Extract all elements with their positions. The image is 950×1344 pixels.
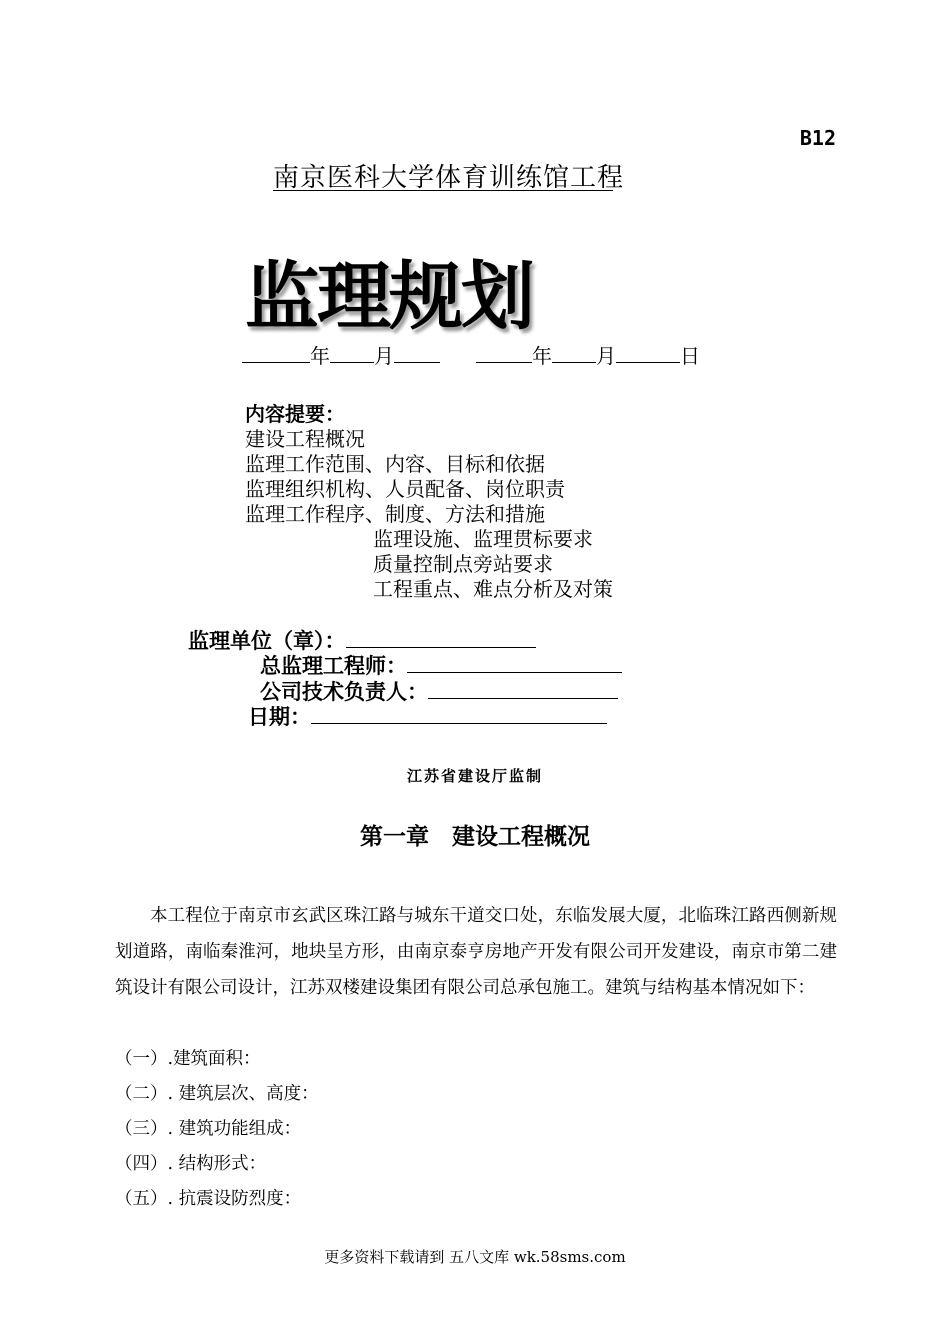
date-day-label: 日 xyxy=(680,344,700,368)
date-month-label: 月 xyxy=(596,344,616,368)
info-list xyxy=(115,1042,319,1217)
summary-heading: 内容提要： xyxy=(245,402,345,426)
summary-item: 监理工作程序、制度、方法和措施 xyxy=(245,502,545,526)
date-line xyxy=(242,340,700,369)
summary-item: 监理组织机构、人员配备、岗位职责 xyxy=(245,477,565,501)
issuing-agency: 江苏省建设厅监制 xyxy=(406,767,543,785)
list-item: （四）. 结构形式： xyxy=(115,1154,267,1174)
signature-unit-label: 监理单位（章）： xyxy=(188,629,346,653)
list-item: （二）. 建筑层次、高度： xyxy=(115,1084,319,1104)
blank-line xyxy=(330,344,374,363)
signature-date-label: 日期： xyxy=(248,705,311,729)
body-paragraph: 本工程位于南京市玄武区珠江路与城东干道交口处，东临发展大厦，北临珠江路西侧新规划道路，南临秦淮河，地块呈方形，由南京泰亨房地产开发有限公司开发建设，南京市第二建筑设计有限公司设计，江苏双楼建设集团有限公司总承包施工。建筑与结构基本情况如下： xyxy=(115,906,837,998)
list-item: （一）.建筑面积： xyxy=(115,1049,261,1069)
chapter-title: 第一章 建设工程概况 xyxy=(360,824,590,850)
signature-tech-lead-blank xyxy=(428,678,618,699)
project-name-underline xyxy=(273,190,613,191)
signature-tech-lead-label: 公司技术负责人： xyxy=(260,680,428,704)
summary-item: 监理工作范围、内容、目标和依据 xyxy=(245,452,545,476)
summary-item: 建设工程概况 xyxy=(245,427,365,451)
document-code: B12 xyxy=(799,126,836,150)
date-year-label: 年 xyxy=(532,344,552,368)
list-item: （三）. 建筑功能组成： xyxy=(115,1119,302,1139)
document-title: 监理规划 xyxy=(245,254,533,340)
summary-item: 监理设施、监理贯标要求 xyxy=(373,527,593,551)
date-year-label: 年 xyxy=(310,344,330,368)
content-summary xyxy=(245,402,613,602)
date-month-label: 月 xyxy=(374,344,394,368)
blank-line xyxy=(616,344,680,363)
blank-line xyxy=(476,344,532,363)
signature-unit-blank xyxy=(346,627,536,648)
blank-line xyxy=(552,344,596,363)
blank-line xyxy=(242,344,310,363)
signature-chief-engineer-blank xyxy=(407,652,622,673)
signature-chief-engineer-label: 总监理工程师： xyxy=(260,654,407,678)
footer-note: 更多资料下载请到 五八文库 wk.58sms.com xyxy=(324,1248,626,1266)
signature-date-blank xyxy=(311,703,607,724)
list-item: （五）. 抗震设防烈度： xyxy=(115,1189,302,1209)
blank-line xyxy=(394,344,440,363)
summary-item: 质量控制点旁站要求 xyxy=(373,552,553,576)
project-name: 南京医科大学体育训练馆工程 xyxy=(273,163,625,193)
signature-date xyxy=(248,701,607,731)
summary-item: 工程重点、难点分析及对策 xyxy=(373,577,613,601)
